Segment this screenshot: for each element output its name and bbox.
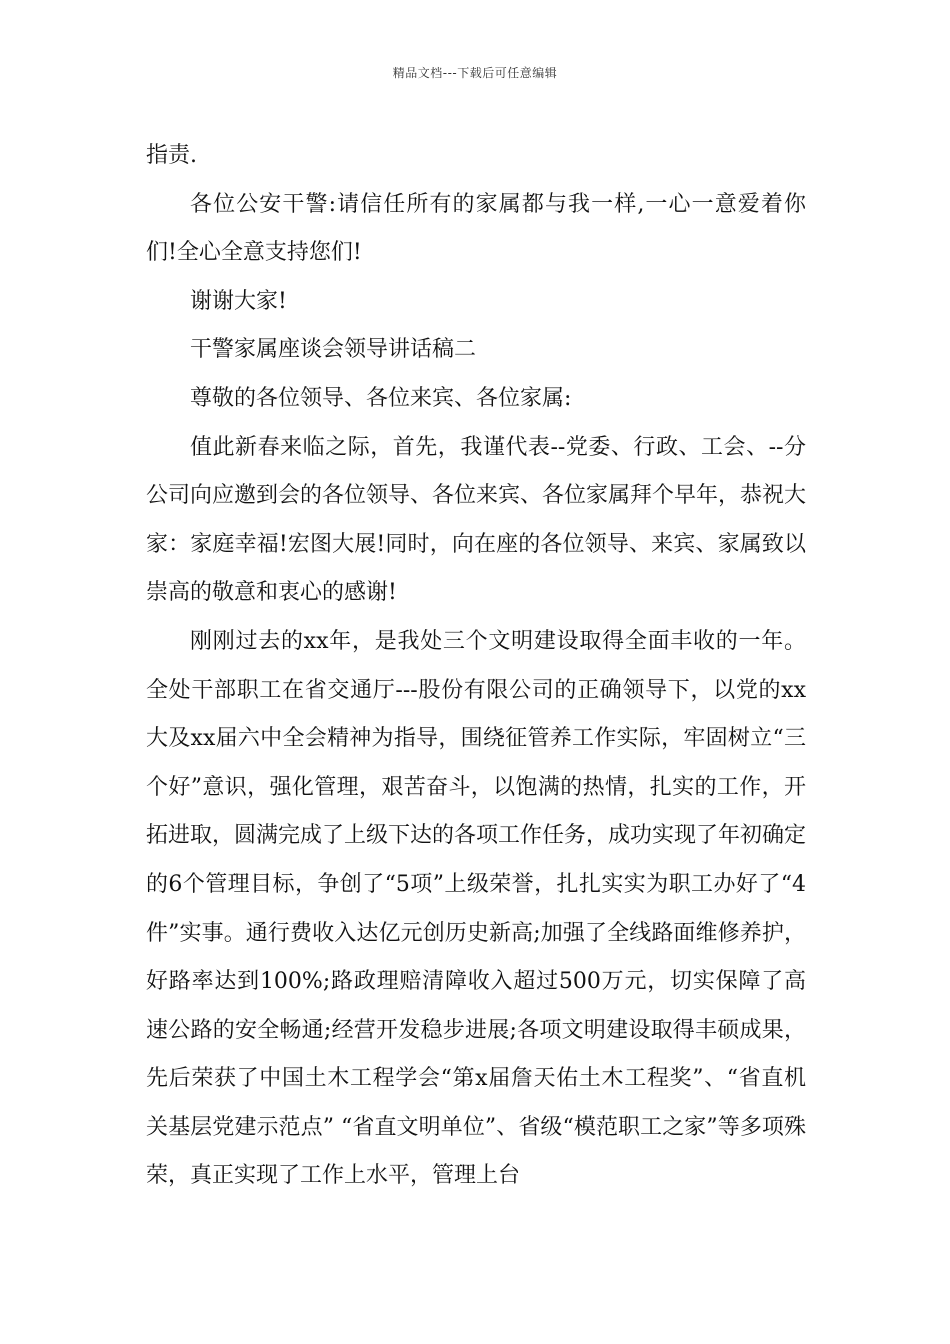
page-header: 精品文档---下载后可任意编辑 bbox=[392, 66, 558, 80]
paragraph-1: 指责. bbox=[146, 143, 197, 168]
paragraph-6: 值此新春来临之际，首先，我谨代表--党委、行政、工会、--分公司向应邀到会的各位领导、各位来宾、各位家属拜个早年，恭祝大家：家庭幸福!宏图大展!同时，向在座的各位领导、来宾、家属致以崇高的敬意和衷心的感谢! bbox=[146, 434, 807, 606]
salutation: 尊敬的各位领导、各位来宾、各位家属: bbox=[190, 385, 572, 411]
paragraph-2: 各位公安干警:请信任所有的家属都与我一样,一心一意爱着你们!全心全意支持您们! bbox=[146, 191, 806, 266]
document-body bbox=[146, 132, 806, 1201]
paragraph-7: 刚刚过去的xx年，是我处三个文明建设取得全面丰收的一年。全处干部职工在省交通厅---股份有限公司的正确领导下，以党的xx大及xx届六中全会精神为指导，围绕征管养工作实际，牢固树立“三个好”意识，强化管理，艰苦奋斗，以饱满的热情，扎实的工作，开拓进取，圆满完成了上级下达的各项工作任务，成功实现了年初确定的6个管理目标，争创了“5项”上级荣誉，扎扎实实为职工办好了“4件”实事。通行费收入达亿元创历史新高;加强了全线路面维修养护，好路率达到100%;路政理赔清障收入超过500万元，切实保障了高速公路的安全畅通;经营开发稳步进展;各项文明建设取得丰硕成果，先后荣获了中国土木工程学会“第x届詹天佑土木工程奖”、“省直机关基层党建示范点” “省直文明单位”、省级“模范职工之家”等多项殊荣，真正实现了工作上水平，管理上台 bbox=[146, 628, 807, 1189]
paragraph-3: 谢谢大家! bbox=[190, 288, 287, 314]
section-title: 干警家属座谈会领导讲话稿二 bbox=[190, 337, 477, 363]
